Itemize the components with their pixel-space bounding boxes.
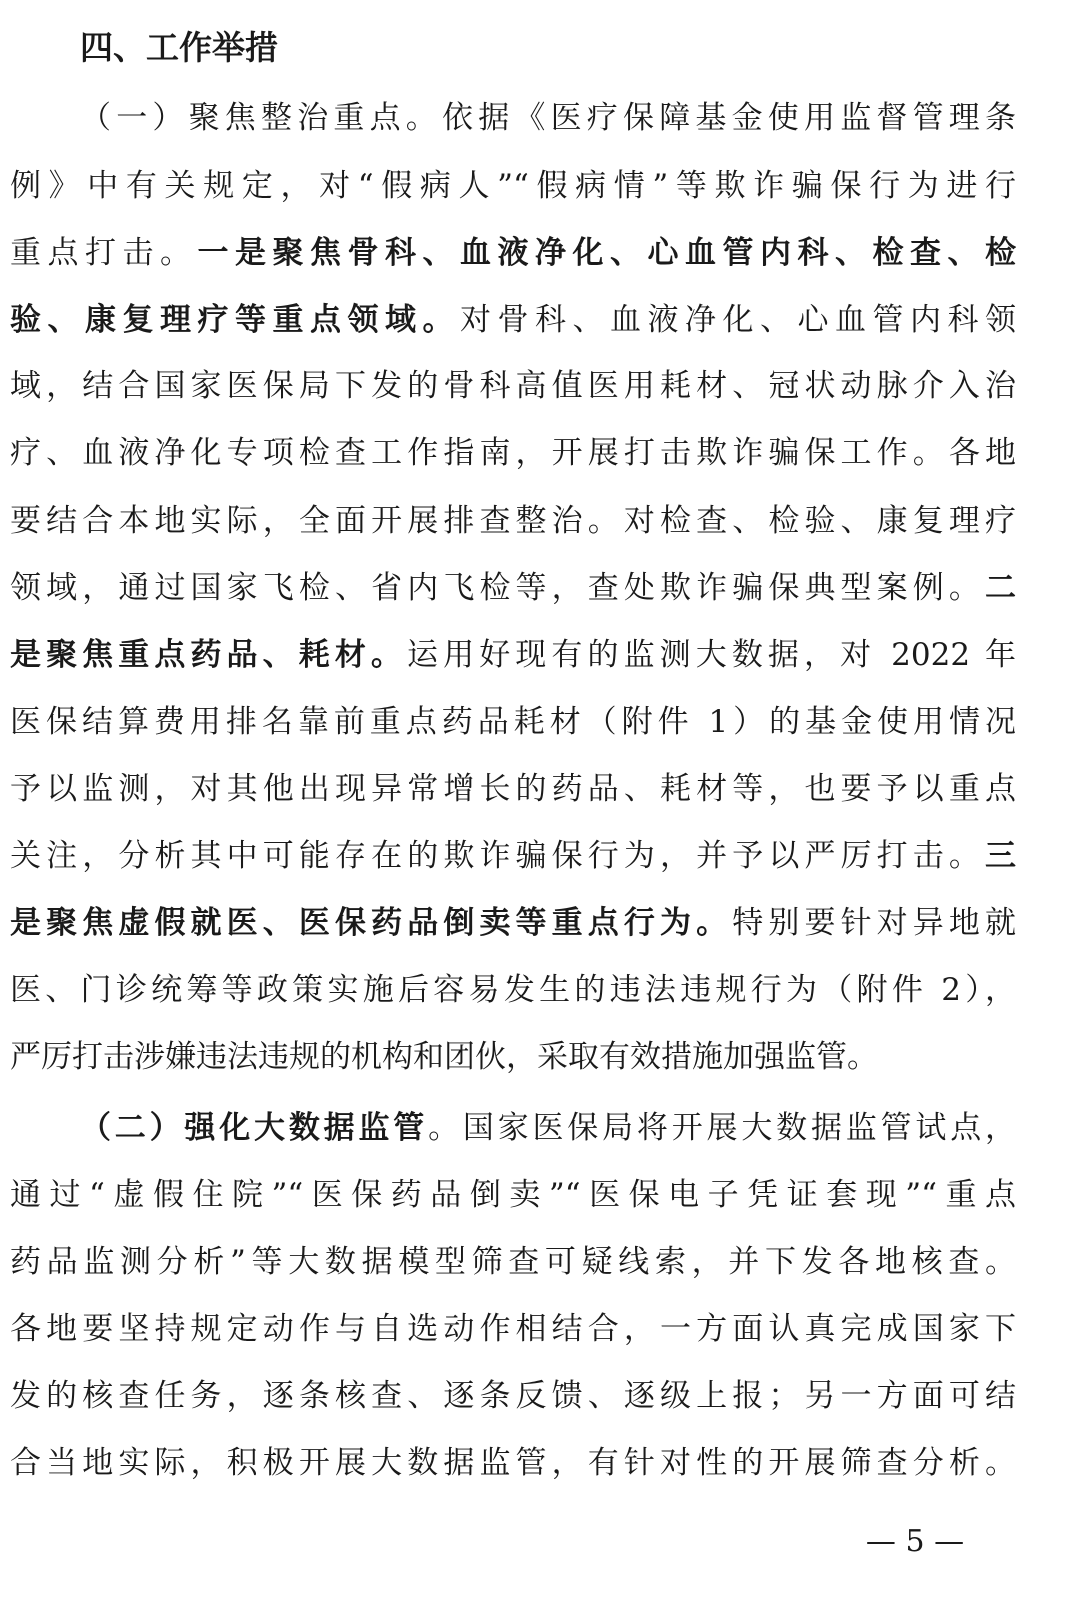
text-line (10, 153, 1016, 220)
text-run: 特别要针对异地就 (732, 905, 1016, 941)
text-line (10, 1162, 1016, 1229)
text-line (10, 353, 1016, 420)
text-run: 关注，分析其中可能存在的欺诈骗保行为，并予以严厉打击。 (10, 838, 985, 874)
text-run: 严厉打击涉嫌违法违规的机构和团伙，采取有效措施加强监管。 (10, 1039, 878, 1075)
text-line (10, 1296, 1016, 1363)
text-line (10, 689, 1016, 756)
bold-text-run: 验、康复理疗等重点领域。 (10, 302, 460, 338)
text-line (10, 220, 1016, 287)
text-line (10, 488, 1016, 555)
text-run: 领域，通过国家飞检、省内飞检等，查处欺诈骗保典型案例。 (10, 570, 985, 606)
text-run: （一）聚焦整治重点。依据《医疗保障基金使用监督管理条 (80, 100, 1016, 136)
text-line (10, 756, 1016, 823)
bold-text-run: 是聚焦重点药品、耗材。 (10, 637, 408, 673)
text-line (10, 420, 1016, 487)
text-run: 。国家医保局将开展大数据监管试点， (428, 1110, 1016, 1146)
text-line (10, 1024, 1016, 1091)
text-line (10, 287, 1016, 354)
text-run: 域，结合国家医保局下发的骨科高值医用耗材、冠状动脉介入治 (10, 368, 1016, 404)
text-line (10, 890, 1016, 957)
bold-text-run: （二）强化大数据监管 (80, 1110, 429, 1146)
text-line (10, 1229, 1016, 1296)
text-run: 予以监测，对其他出现异常增长的药品、耗材等，也要予以重点 (10, 771, 1016, 807)
text-run: 要结合本地实际，全面开展排查整治。对检查、检验、康复理疗 (10, 503, 1016, 539)
text-line (10, 823, 1016, 890)
text-line (10, 555, 1016, 622)
text-line (10, 957, 1016, 1024)
text-run: 对骨科、血液净化、心血管内科领 (460, 302, 1016, 338)
bold-text-run: 一是聚焦骨科、血液净化、心血管内科、检查、检 (197, 235, 1016, 271)
text-line (10, 622, 1016, 689)
page-number: — 5 — (865, 1524, 965, 1559)
text-line (10, 1363, 1016, 1430)
text-line (80, 1095, 1016, 1162)
text-run: 通过“虚假住院”“医保药品倒卖”“医保电子凭证套现”“重点 (10, 1177, 1016, 1213)
text-run: 发的核查任务，逐条核查、逐条反馈、逐级上报；另一方面可结 (10, 1378, 1016, 1414)
text-run: 疗、血液净化专项检查工作指南，开展打击欺诈骗保工作。各地 (10, 435, 1016, 471)
section-heading: 四、工作举措 (80, 28, 278, 67)
text-run: 医、门诊统筹等政策实施后容易发生的违法违规行为（附件 2）， (10, 972, 1016, 1008)
text-run: 运用好现有的监测大数据，对 2022 年 (407, 637, 1016, 673)
bold-text-run: 是聚焦虚假就医、医保药品倒卖等重点行为。 (10, 905, 733, 941)
bold-text-run: 二 (985, 570, 1016, 606)
text-run: 医保结算费用排名靠前重点药品耗材（附件 1）的基金使用情况 (10, 704, 1016, 740)
text-line (80, 85, 1016, 152)
text-run: 各地要坚持规定动作与自选动作相结合，一方面认真完成国家下 (10, 1311, 1016, 1347)
text-line (10, 1430, 1016, 1497)
text-run: 药品监测分析”等大数据模型筛查可疑线索，并下发各地核查。 (10, 1244, 1016, 1280)
text-run: 合当地实际，积极开展大数据监管，有针对性的开展筛查分析。 (10, 1445, 1016, 1481)
bold-text-run: 三 (985, 838, 1016, 874)
text-run: 重点打击。 (10, 235, 198, 271)
text-run: 例》中有关规定，对“假病人”“假病情”等欺诈骗保行为进行 (10, 168, 1016, 204)
